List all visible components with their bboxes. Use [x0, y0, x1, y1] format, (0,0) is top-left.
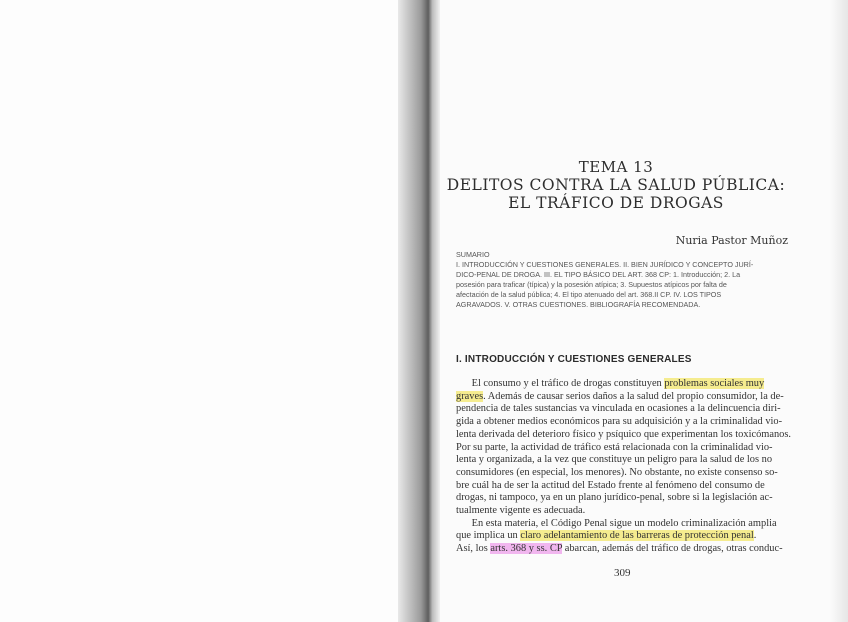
body-line [456, 530, 792, 543]
chapter-summary [456, 250, 788, 310]
body-line: drogas, ni tampoco, ya en un plano jurídico-penal, sobre si la legislación ac- [456, 492, 773, 504]
book-gutter [398, 0, 440, 622]
body-text-segment: En esta materia, el Código Penal sigue un modelo criminalización amplia [471, 517, 777, 529]
page-number: 309 [614, 567, 631, 579]
body-text-segment: Así, los [456, 543, 491, 555]
body-line [456, 378, 792, 391]
body-line [456, 391, 792, 404]
highlight-yellow: claro adelantamiento de las barreras de protección penal [520, 530, 754, 542]
highlight-yellow: problemas sociales muy [664, 378, 765, 389]
body-line: tualmente vigente es adecuada. [456, 505, 586, 517]
page-edge-shadow [830, 0, 848, 622]
body-line [456, 518, 792, 531]
highlight-pink: arts. 368 y ss. CP [490, 543, 563, 555]
body-line: Por su parte, la actividad de tráfico está relacionada con la criminalidad vio- [456, 441, 773, 453]
summary-line: AGRAVADOS. V. OTRAS CUESTIONES. BIBLIOGRAFÍA RECOMENDADA. [456, 300, 701, 309]
body-text-segment: . Además de causar serios daños a la salud del propio consumidor, la de- [483, 390, 784, 402]
body-line: gida a obtener medios económicos para su adquisición y a la criminalidad vio- [456, 416, 783, 428]
summary-line: I. INTRODUCCIÓN Y CUESTIONES GENERALES. II. BIEN JURÍDICO Y CONCEPTO JURÍ- [456, 260, 754, 269]
body-line: consumidores (en especial, los menores). No obstante, no existe consenso so- [456, 466, 778, 478]
body-paragraphs [456, 378, 792, 556]
chapter-title-line2: EL TRÁFICO DE DROGAS [508, 194, 724, 212]
chapter-title-line1: DELITOS CONTRA LA SALUD PÚBLICA: [446, 176, 786, 194]
body-line: pendencia de tales sustancias va vinculada en ocasiones a la delincuencia diri- [456, 403, 781, 415]
body-text-segment: abarcan, además del tráfico de drogas, otras conduc- [562, 543, 783, 555]
author-name: Nuria Pastor Muñoz [675, 234, 788, 247]
left-blank-page [0, 0, 398, 622]
body-line [456, 543, 792, 556]
section-heading: I. INTRODUCCIÓN Y CUESTIONES GENERALES [456, 354, 692, 365]
highlight-yellow: graves [456, 390, 484, 402]
summary-line: posesión para traficar (típica) y la posesión atípica; 3. Supuestos atípicos por falta de [456, 280, 727, 289]
body-line: lenta derivada del deterioro físico y psíquico que experimentan los toxicómanos. [456, 428, 791, 440]
summary-line: afectación de la salud pública; 4. El tipo atenuado del art. 368.II CP. IV. LOS TIPOS [456, 290, 722, 299]
body-text-segment: que implica un [456, 530, 521, 542]
chapter-number: TEMA 13 [578, 158, 654, 176]
summary-heading: SUMARIO [456, 250, 490, 259]
body-line: lenta y organizada, a la vez que constituye un peligro para la salud de los no [456, 454, 773, 466]
summary-line: DICO-PENAL DE DROGA. III. EL TIPO BÁSICO DEL ART. 368 CP: 1. Introducción; 2. La [456, 270, 741, 279]
body-text-segment: . [753, 530, 757, 542]
body-text-segment: El consumo y el tráfico de drogas constituyen [471, 378, 665, 389]
body-line: bre cuál ha de ser la actitud del Estado frente al fenómeno del consumo de [456, 479, 765, 491]
